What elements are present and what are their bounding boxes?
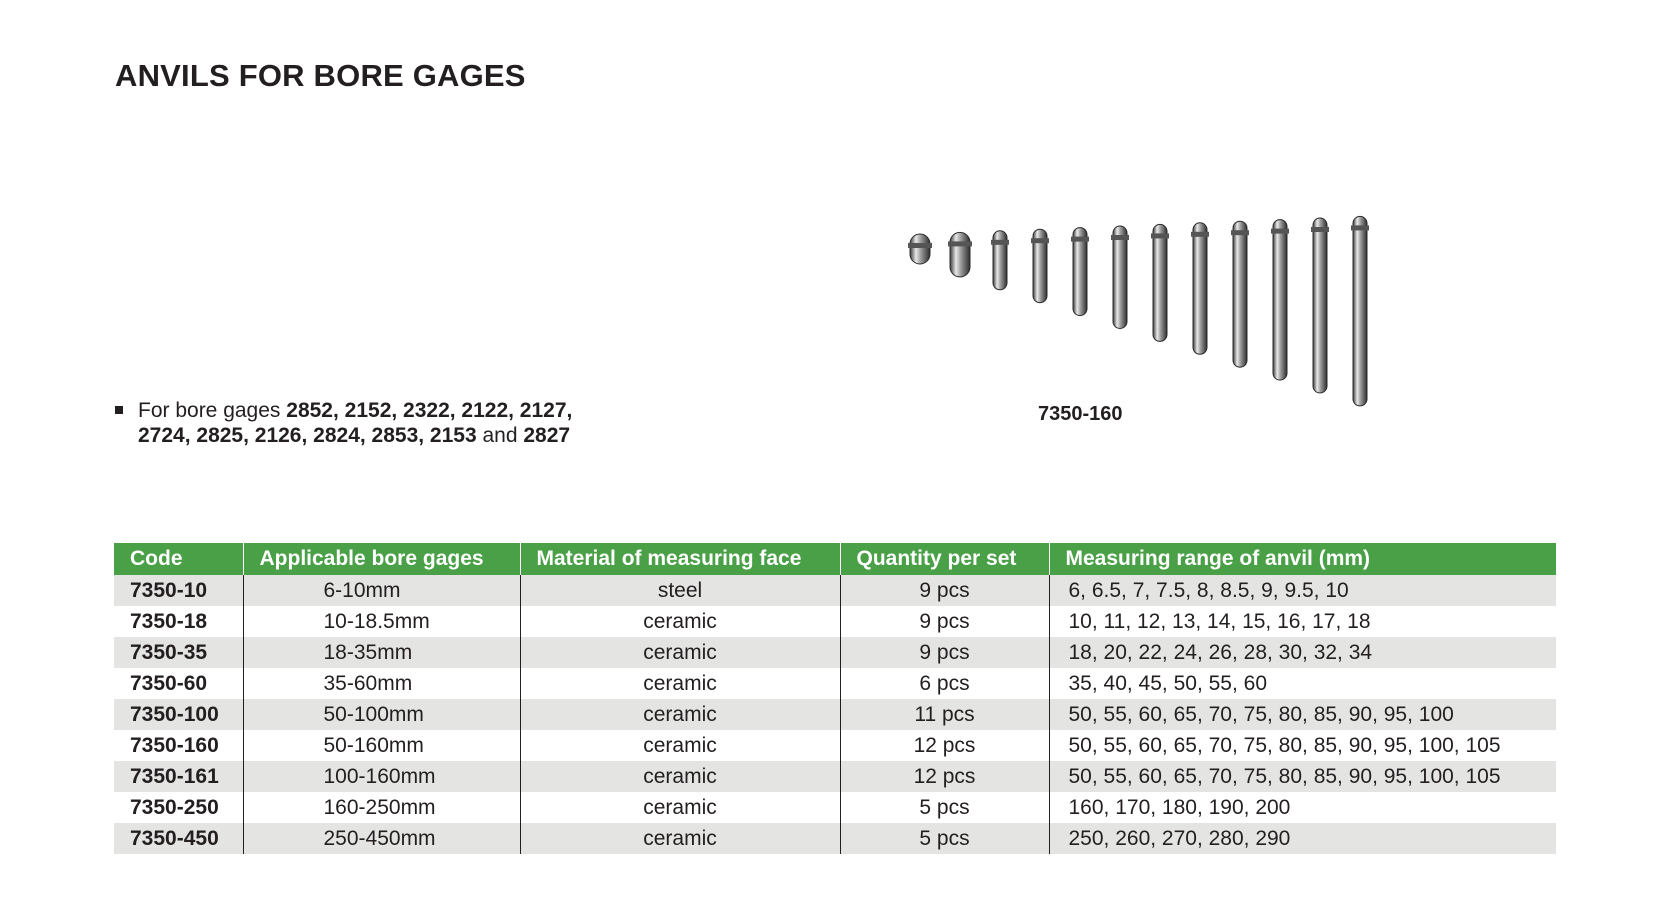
- cell-applicable-gages: 50-160mm: [243, 730, 520, 761]
- anvil-pin: [948, 232, 972, 277]
- header-quantity: Quantity per set: [840, 543, 1049, 575]
- cell-material: steel: [520, 575, 840, 606]
- cell-material: ceramic: [520, 792, 840, 823]
- cell-material: ceramic: [520, 606, 840, 637]
- cell-code: 7350-18: [114, 606, 243, 637]
- cell-measuring-range: 250, 260, 270, 280, 290: [1049, 823, 1556, 855]
- anvil-pin: [1191, 223, 1209, 354]
- cell-applicable-gages: 160-250mm: [243, 792, 520, 823]
- table-row: [114, 606, 1556, 637]
- cell-material: ceramic: [520, 668, 840, 699]
- cell-measuring-range: 160, 170, 180, 190, 200: [1049, 792, 1556, 823]
- cell-measuring-range: 50, 55, 60, 65, 70, 75, 80, 85, 90, 95, 100: [1049, 699, 1556, 730]
- cell-code: 7350-160: [114, 730, 243, 761]
- anvil-pin: [1271, 220, 1289, 381]
- cell-code: 7350-450: [114, 823, 243, 855]
- compatibility-prefix: For bore gages: [138, 399, 287, 422]
- header-measuring-range: Measuring range of anvil (mm): [1049, 543, 1556, 575]
- table-row: [114, 730, 1556, 761]
- cell-quantity: 12 pcs: [840, 730, 1049, 761]
- cell-applicable-gages: 250-450mm: [243, 823, 520, 855]
- bullet-square-icon: [115, 406, 123, 414]
- header-code: Code: [114, 543, 243, 575]
- table-row: [114, 699, 1556, 730]
- cell-code: 7350-60: [114, 668, 243, 699]
- anvil-pin: [908, 234, 932, 264]
- cell-measuring-range: 50, 55, 60, 65, 70, 75, 80, 85, 90, 95, 100, 105: [1049, 761, 1556, 792]
- anvil-pin: [1311, 218, 1329, 393]
- cell-code: 7350-161: [114, 761, 243, 792]
- table-row: [114, 792, 1556, 823]
- cell-quantity: 12 pcs: [840, 761, 1049, 792]
- cell-measuring-range: 6, 6.5, 7, 7.5, 8, 8.5, 9, 9.5, 10: [1049, 575, 1556, 606]
- table-row: [114, 575, 1556, 606]
- cell-quantity: 9 pcs: [840, 637, 1049, 668]
- table-row: [114, 668, 1556, 699]
- table-header-row: [114, 543, 1556, 575]
- compatible-models-line1: 2852, 2152, 2322, 2122, 2127,: [286, 399, 573, 422]
- cell-code: 7350-250: [114, 792, 243, 823]
- figure-caption: 7350-160: [1038, 403, 1123, 425]
- cell-applicable-gages: 100-160mm: [243, 761, 520, 792]
- cell-measuring-range: 18, 20, 22, 24, 26, 28, 30, 32, 34: [1049, 637, 1556, 668]
- page-title: ANVILS FOR BORE GAGES: [115, 58, 526, 93]
- cell-applicable-gages: 6-10mm: [243, 575, 520, 606]
- table-row: [114, 761, 1556, 792]
- cell-code: 7350-35: [114, 637, 243, 668]
- cell-code: 7350-100: [114, 699, 243, 730]
- cell-measuring-range: 10, 11, 12, 13, 14, 15, 16, 17, 18: [1049, 606, 1556, 637]
- cell-quantity: 5 pcs: [840, 823, 1049, 855]
- compatibility-text: [138, 398, 698, 448]
- anvil-pin: [991, 231, 1009, 290]
- table-row: [114, 823, 1556, 855]
- anvil-pin: [1111, 226, 1129, 329]
- anvil-set-illustration: [900, 210, 1400, 410]
- header-applicable-gages: Applicable bore gages: [243, 543, 520, 575]
- cell-material: ceramic: [520, 823, 840, 855]
- compatible-model-last: 2827: [523, 424, 571, 447]
- compatibility-conjunction: and: [476, 424, 524, 447]
- cell-material: ceramic: [520, 730, 840, 761]
- cell-material: ceramic: [520, 637, 840, 668]
- cell-measuring-range: 35, 40, 45, 50, 55, 60: [1049, 668, 1556, 699]
- cell-code: 7350-10: [114, 575, 243, 606]
- header-material: Material of measuring face: [520, 543, 840, 575]
- anvil-set-image: [900, 210, 1400, 410]
- compatible-models-line2: 2724, 2825, 2126, 2824, 2853, 2153: [138, 424, 477, 447]
- cell-quantity: 9 pcs: [840, 575, 1049, 606]
- cell-quantity: 11 pcs: [840, 699, 1049, 730]
- anvil-pin: [1351, 216, 1369, 406]
- anvil-pin: [1231, 221, 1249, 367]
- anvil-pin: [1031, 229, 1049, 303]
- cell-applicable-gages: 18-35mm: [243, 637, 520, 668]
- anvil-spec-table: [114, 543, 1556, 855]
- cell-material: ceramic: [520, 699, 840, 730]
- table-row: [114, 637, 1556, 668]
- anvil-pin: [1071, 228, 1089, 316]
- cell-applicable-gages: 10-18.5mm: [243, 606, 520, 637]
- cell-applicable-gages: 35-60mm: [243, 668, 520, 699]
- cell-quantity: 6 pcs: [840, 668, 1049, 699]
- cell-measuring-range: 50, 55, 60, 65, 70, 75, 80, 85, 90, 95, 100, 105: [1049, 730, 1556, 761]
- cell-quantity: 9 pcs: [840, 606, 1049, 637]
- cell-applicable-gages: 50-100mm: [243, 699, 520, 730]
- cell-material: ceramic: [520, 761, 840, 792]
- anvil-pin: [1151, 224, 1169, 341]
- cell-quantity: 5 pcs: [840, 792, 1049, 823]
